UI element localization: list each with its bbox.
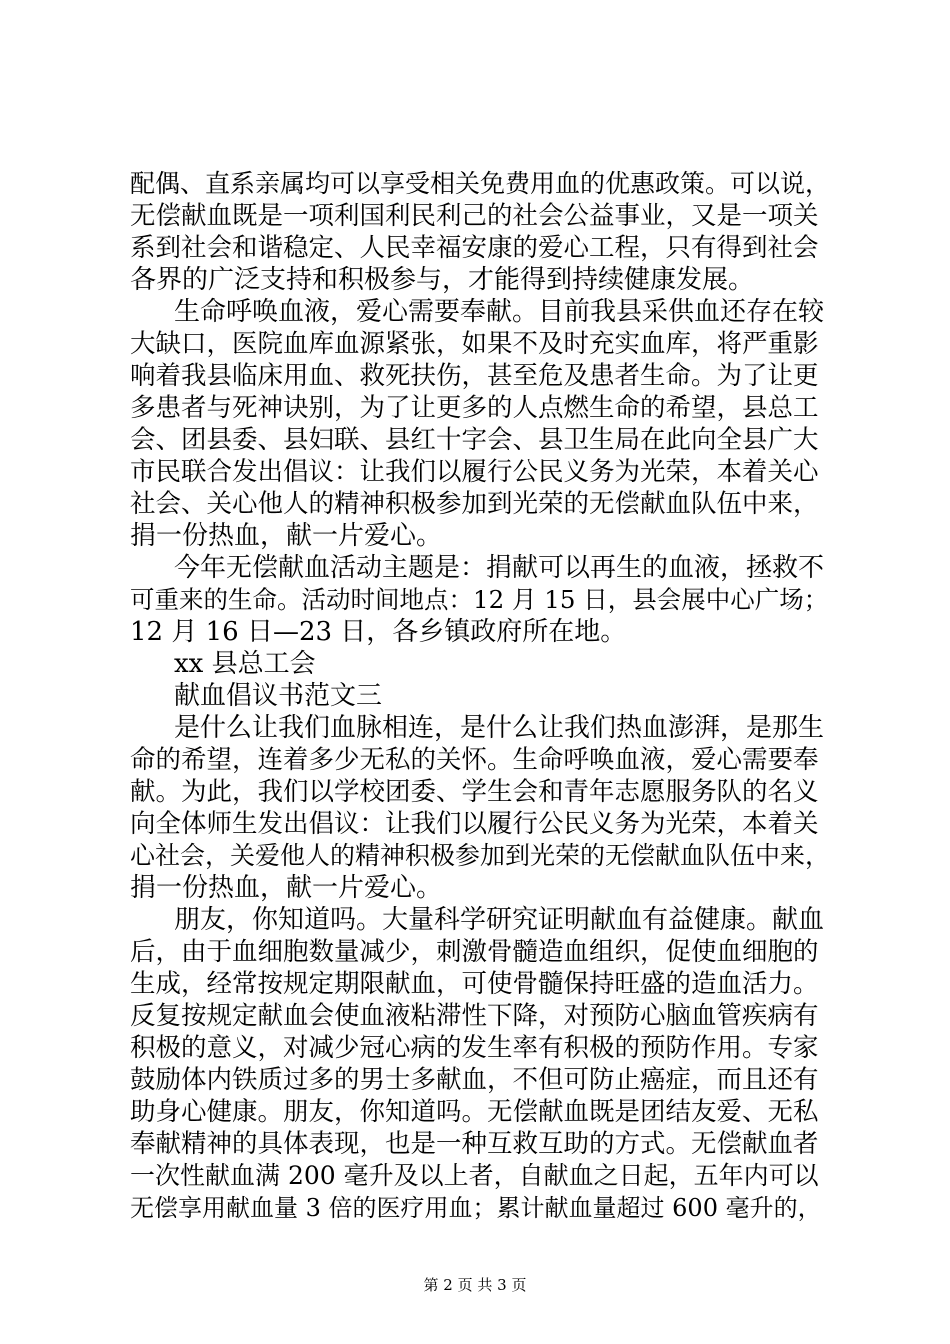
text-line: 12 月 16 日—23 日，各乡镇政府所在地。 <box>130 617 627 647</box>
text-line: xx 县总工会 <box>174 649 316 679</box>
text-line: 奉献精神的具体表现，也是一种互救互助的方式。无偿献血者 <box>130 1129 819 1159</box>
text-line: 朋友，你知道吗。大量科学研究证明献血有益健康。献血 <box>174 905 825 935</box>
text-line: 反复按规定献血会使血液粘滞性下降，对预防心脑血管疾病有 <box>130 1001 819 1031</box>
text-line: 助身心健康。朋友，你知道吗。无偿献血既是团结友爱、无私 <box>130 1097 819 1127</box>
text-line: 响着我县临床用血、救死扶伤，甚至危及患者生命。为了让更 <box>130 361 819 391</box>
text-line: 各界的广泛支持和积极参与，才能得到持续健康发展。 <box>130 265 755 295</box>
text-line: 多患者与死神诀别，为了让更多的人点燃生命的希望，县总工 <box>130 393 819 423</box>
text-line: 社会、关心他人的精神积极参加到光荣的无偿献血队伍中来， <box>130 489 819 519</box>
text-line: 献。为此，我们以学校团委、学生会和青年志愿服务队的名义 <box>130 777 819 807</box>
text-line: 可重来的生命。活动时间地点：12 月 15 日，县会展中心广场； <box>130 585 829 614</box>
text-line: 今年无偿献血活动主题是：捐献可以再生的血液，拯救不 <box>174 553 825 583</box>
text-line: 大缺口，医院血库血源紧张，如果不及时充实血库，将严重影 <box>130 329 819 359</box>
text-line: 积极的意义，对减少冠心病的发生率有积极的预防作用。专家 <box>130 1033 819 1063</box>
text-line: 心社会，关爱他人的精神积极参加到光荣的无偿献血队伍中来， <box>130 841 831 870</box>
text-line: 后，由于血细胞数量减少，刺激骨髓造血组织，促使血细胞的 <box>130 937 819 967</box>
text-line: 一次性献血满 200 毫升及以上者，自献血之日起，五年内可以 <box>130 1161 819 1190</box>
document-body <box>130 168 830 1224</box>
text-line: 会、团县委、县妇联、县红十字会、县卫生局在此向全县广大 <box>130 425 819 455</box>
text-line: 献血倡议书范文三 <box>174 681 383 711</box>
text-line: 市民联合发出倡议：让我们以履行公民义务为光荣，本着关心 <box>130 457 819 487</box>
text-line: 鼓励体内铁质过多的男士多献血，不但可防止癌症，而且还有 <box>130 1065 819 1095</box>
text-line: 系到社会和谐稳定、人民幸福安康的爱心工程，只有得到社会 <box>130 233 819 263</box>
text-line: 配偶、直系亲属均可以享受相关免费用血的优惠政策。可以说， <box>130 169 831 198</box>
text-line: 捐一份热血，献一片爱心。 <box>130 873 443 903</box>
text-line: 是什么让我们血脉相连，是什么让我们热血澎湃，是那生 <box>174 713 825 743</box>
text-line: 生命呼唤血液，爱心需要奉献。目前我县采供血还存在较 <box>174 297 825 327</box>
text-line: 捐一份热血，献一片爱心。 <box>130 521 443 551</box>
text-line: 生成，经常按规定期限献血，可使骨髓保持旺盛的造血活力。 <box>130 969 819 999</box>
text-line: 无偿献血既是一项利国利民利己的社会公益事业，又是一项关 <box>130 201 819 231</box>
text-line: 命的希望，连着多少无私的关怀。生命呼唤血液，爱心需要奉 <box>130 745 819 775</box>
page-footer: 第 2 页 共 3 页 <box>423 1276 527 1294</box>
text-line: 无偿享用献血量 3 倍的医疗用血；累计献血量超过 600 毫升的， <box>130 1194 822 1222</box>
text-line: 向全体师生发出倡议：让我们以履行公民义务为光荣，本着关 <box>130 809 819 839</box>
